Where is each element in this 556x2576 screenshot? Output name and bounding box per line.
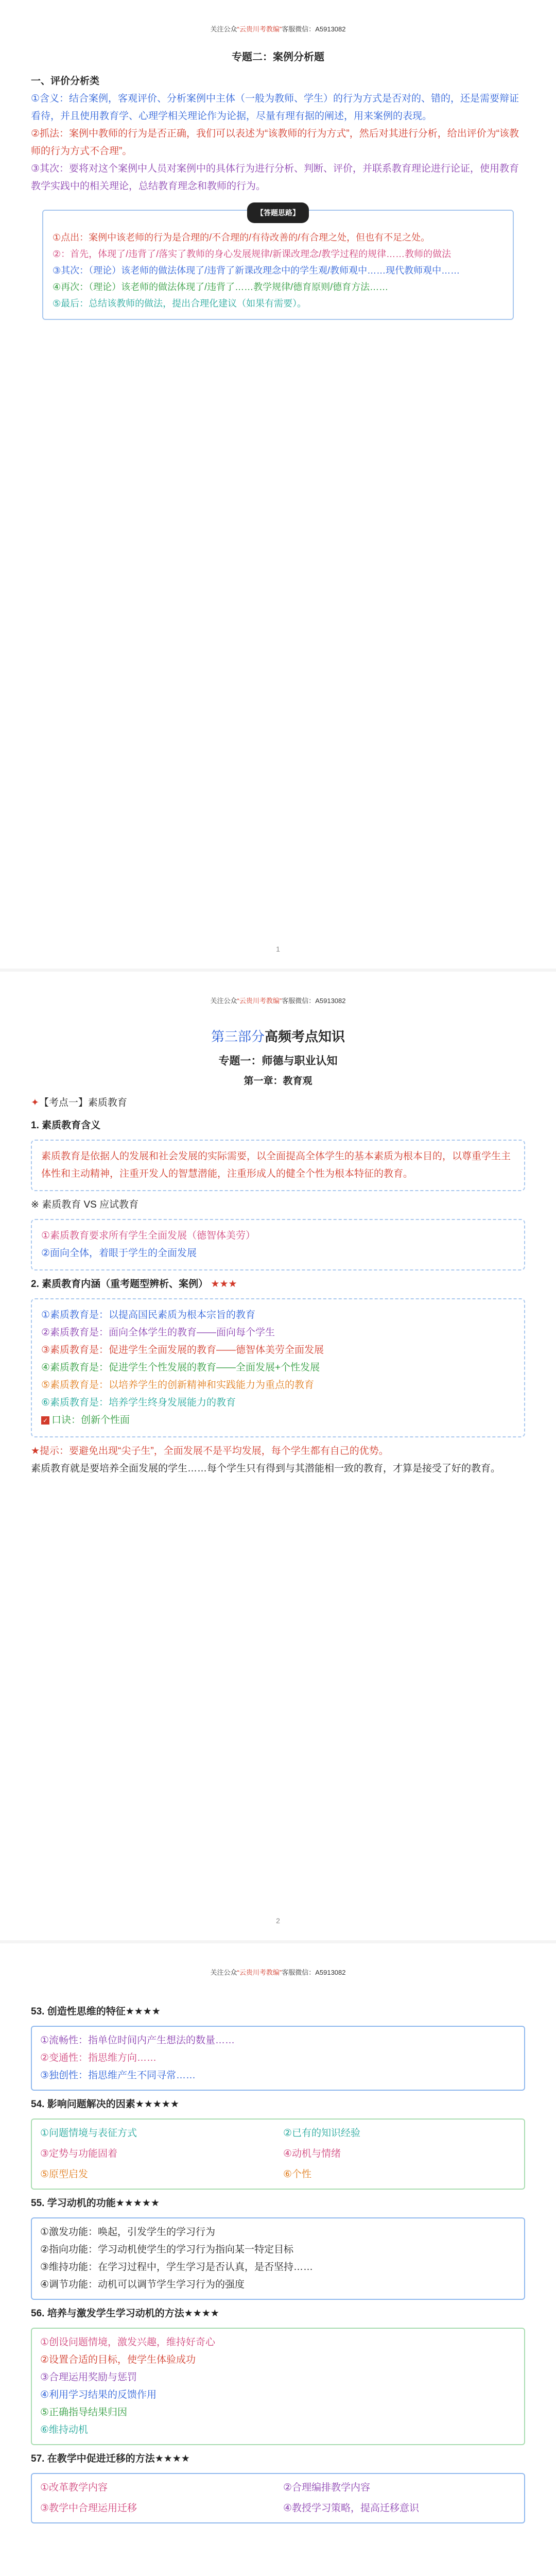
list-item: ④动机与情绪: [283, 2148, 341, 2159]
list-item: ①素质教育是：以提高国民素质为根本宗旨的教育: [41, 1310, 256, 1320]
tip-item: ④再次：（理论）该老师的做法体现了/违背了……教学规律/德育原则/德育方法……: [53, 282, 389, 292]
list-box: [31, 1298, 525, 1437]
paragraph: ①含义：结合案例，客观评价、分析案例中主体（一般为教师、学生）的行为方式是否对的、错的，还是需要辩证看待，并且使用教育学、心理学相关理论作为论据，尽量有理有据的阐述，用来案例的表现。: [31, 93, 519, 122]
list-item: ④教授学习策略，提高迁移意识: [283, 2503, 420, 2514]
paragraph: 素质教育就是要培养全面发展的学生……每个学生只有得到与其潜能相一致的教育，才算是接受了好的教育。: [31, 1463, 501, 1474]
question-heading: 57. 在教学中促进迁移的方法★★★★: [31, 2453, 190, 2464]
page-3: [0, 1943, 556, 2576]
question-heading: 56. 培养与激发学生学习动机的方法★★★★: [31, 2308, 219, 2319]
tip-item: ①点出：案例中该老师的行为是合理的/不合理的/有待改善的/有合理之处，但也有不足之处。: [53, 232, 430, 243]
definition-box: 素质教育是依据人的发展和社会发展的实际需要，以全面提高全体学生的基本素质为根本目的，以尊重学生主体性和主动精神，注重开发人的智慧潜能，注重形成人的健全个性为根本特征的教育。: [31, 1140, 525, 1191]
list-item: ③定势与功能固着: [40, 2148, 118, 2159]
list-item: ①创设问题情境，激发兴趣，维持好奇心: [40, 2337, 216, 2348]
list-box: [31, 1219, 525, 1270]
list-item: ⑤原型启发: [40, 2169, 89, 2180]
list-box: [31, 2217, 525, 2300]
list-item: ①问题情境与表征方式: [40, 2128, 137, 2139]
page-header: 关注公众“云贵川考教编”客服微信：A5913082: [210, 1969, 346, 1976]
section-heading: 一、评价分析类: [31, 76, 100, 87]
check-icon: ✓: [41, 1416, 49, 1425]
tip-item: ③其次：（理论）该老师的做法体现了/违背了新课改理念中的学生观/教师观中……现代教师观中……: [53, 265, 460, 276]
list-item: ④利用学习结果的反馈作用: [40, 2389, 157, 2400]
part-title: 第三部分高频考点知识: [211, 1029, 345, 1044]
list-item: ①改革教学内容: [40, 2482, 108, 2493]
list-item: ②素质教育是：面向全体学生的教育——面向每个学生: [41, 1327, 275, 1338]
mnemonic: ✓ 口诀：创新个性面: [41, 1412, 515, 1429]
question-heading: 53. 创造性思维的特征★★★★: [31, 2006, 161, 2017]
tips-badge: 【答题思路】: [247, 202, 309, 223]
note: ★提示：要避免出现“尖子生”，全面发展不是平均发展，每个学生都有自己的优势。: [31, 1446, 389, 1456]
module-title: 专题一：师德与职业认知: [218, 1055, 338, 1067]
list-item: ②合理编排教学内容: [283, 2482, 371, 2493]
list-item: ⑥个性: [283, 2169, 312, 2180]
list-item: ④调节功能：动机可以调节学生学习行为的强度: [40, 2279, 245, 2290]
tip-item: ⑤最后：总结该教师的做法，提出合理化建议（如果有需要）。: [53, 298, 307, 309]
list-item: ⑥素质教育是：培养学生终身发展能力的教育: [41, 1397, 236, 1408]
page-title: 专题二：案例分析题: [232, 52, 324, 63]
list-item: ④素质教育是：促进学生个性发展的教育——全面发展+个性发展: [41, 1362, 320, 1373]
list-box: [31, 2026, 525, 2091]
list-item: ①流畅性：指单位时间内产生想法的数量……: [40, 2035, 235, 2046]
question-heading: 1. 素质教育含义: [31, 1120, 101, 1131]
tips-box: [42, 210, 514, 320]
key-point-heading: ✦【考点一】素质教育: [31, 1097, 127, 1108]
list-item: ⑤正确指导结果归因: [40, 2407, 128, 2418]
list-item: ①激发功能：唤起，引发学生的学习行为: [40, 2227, 216, 2238]
list-item: ①素质教育要求所有学生全面发展（德智体美劳）: [41, 1230, 256, 1241]
list-item: ②指向功能：学习动机使学生的学习行为指向某一特定目标: [40, 2244, 294, 2255]
list-item: ③合理运用奖励与惩罚: [40, 2372, 137, 2383]
paragraph: ③其次：要将对这个案例中人员对案例中的具体行为进行分析、判断、评价，并联系教育理论进行论证，使用教育教学实践中的相关理论，总结教育理念和教师的行为。: [31, 163, 519, 192]
list-item: ②变通性：指思维方向……: [40, 2053, 157, 2063]
list-item: ②面向全体，着眼于学生的全面发展: [41, 1248, 197, 1259]
paragraph: ②抓法：案例中教师的行为是否正确，我们可以表述为“该教师的行为方式”，然后对其进行分析，给出评价为“该教师的行为方式不合理”。: [31, 128, 519, 157]
list-item: ③独创性：指思维产生不同寻常……: [40, 2070, 196, 2081]
list-item: ③教学中合理运用迁移: [40, 2503, 137, 2514]
tip-item: ②：首先，体现了/违背了/落实了教师的身心发展规律/新课改理念/教学过程的规律……教师的做法: [53, 249, 451, 259]
question-heading: 54. 影响问题解决的因素★★★★★: [31, 2099, 179, 2110]
page-header: 关注公众“云贵川考教编”客服微信：A5913082: [210, 997, 346, 1005]
list-item: ③素质教育是：促进学生全面发展的教育——德智体美劳全面发展: [41, 1345, 324, 1355]
page-number: 2: [276, 1917, 280, 1925]
list-item: ⑥维持动机: [40, 2425, 89, 2435]
chapter-title: 第一章：教育观: [244, 1076, 312, 1087]
page-2: [0, 972, 556, 1940]
question-heading: 2. 素质教育内涵（重考题型辨析、案例） ★★★: [31, 1279, 237, 1290]
sub-heading: ※ 素质教育 VS 应试教育: [31, 1199, 139, 1210]
list-item: ⑤素质教育是：以培养学生的创新精神和实践能力为重点的教育: [41, 1380, 315, 1391]
list-item: ②已有的知识经验: [283, 2128, 361, 2139]
list-box: [31, 2328, 525, 2445]
list-box: [31, 2473, 525, 2523]
list-box: [31, 2119, 525, 2190]
list-item: ②设置合适的目标，使学生体验成功: [40, 2354, 196, 2365]
question-heading: 55. 学习动机的功能★★★★★: [31, 2198, 160, 2209]
page-number: 1: [276, 945, 280, 953]
page-1: [0, 0, 556, 969]
list-item: ③维持功能：在学习过程中，学生学习是否认真，是否坚持……: [40, 2262, 314, 2273]
page-header: 关注公众“云贵川考教编”客服微信：A5913082: [210, 25, 346, 33]
